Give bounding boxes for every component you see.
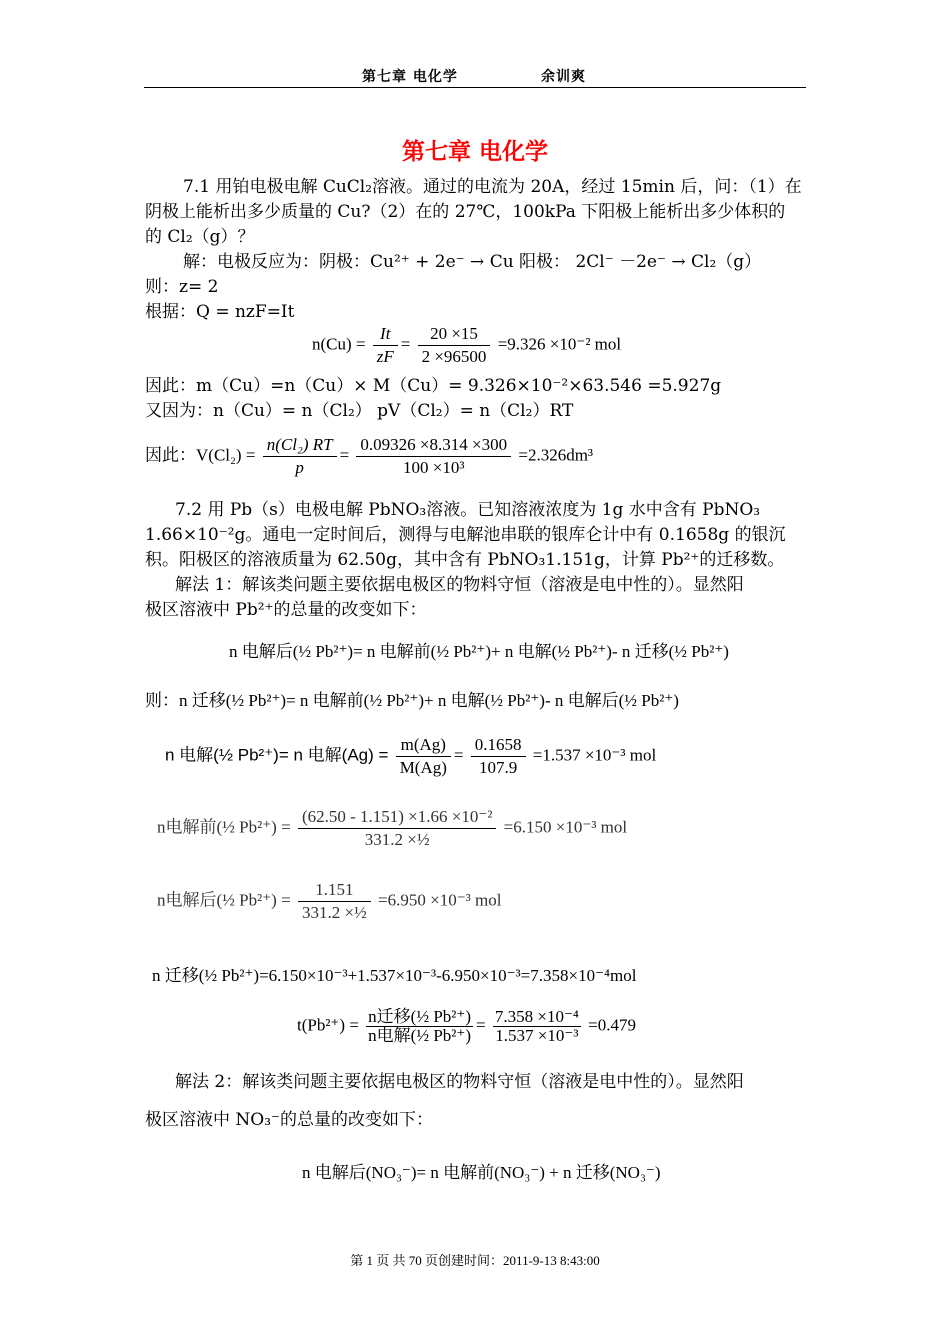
fraction [373, 323, 398, 368]
numerator: n(Cl₂) RT [263, 434, 337, 457]
denominator: zF [376, 347, 394, 366]
fraction [263, 434, 337, 479]
chapter-title: 第七章 电化学 [401, 139, 548, 165]
eq-elec-lhs: n 电解(½ Pb²⁺)= n 电解(Ag) = [165, 745, 389, 765]
eq-result: =6.950 ×10⁻³ mol [378, 890, 502, 910]
problem-7-2-line3: 积。阳极区的溶液质量为 62.50g，其中含有 PbNO₃1.151g，计算 Pb²⁺的迁移数。 [145, 550, 785, 570]
denominator: 331.2 ×½ [301, 903, 367, 922]
eq-result: =1.537 ×10⁻³ mol [532, 745, 657, 765]
running-header [0, 66, 950, 86]
numerator: 20 ×15 [418, 323, 491, 346]
equation-pb-balance: n 电解后(½ Pb²⁺)= n 电解前(½ Pb²⁺)+ n 电解(½ Pb²⁺)- n 迁移(½ Pb²⁺) [229, 642, 729, 661]
denominator: n电解(½ Pb²⁺) [368, 1026, 472, 1045]
denominator: 2 ×96500 [421, 347, 487, 366]
page-footer: 第 1 页 共 70 页创建时间：2011-9-13 8:43:00 [350, 1253, 600, 1268]
method1-intro-line2: 极区溶液中 Pb²⁺的总量的改变如下： [145, 600, 427, 620]
numerator: m(Ag) [396, 734, 451, 757]
solution-electrode-reactions: 解：电极反应为：阴极：Cu²⁺ + 2e⁻ → Cu 阳极： 2Cl⁻ －2e⁻ → Cl₂（g） [183, 252, 762, 272]
ideal-gas-relation: 又因为：n（Cu）= n（Cl₂） pV（Cl₂）= n（Cl₂）RT [145, 401, 574, 421]
denominator: 107.9 [479, 758, 518, 777]
fraction [418, 323, 491, 368]
equation-n-after [157, 879, 501, 924]
eq-result: =0.479 [588, 1015, 636, 1035]
equation-pb-transfer: 则：n 迁移(½ Pb²⁺)= n 电解前(½ Pb²⁺)+ n 电解(½ Pb²⁺)- n 电解后(½ Pb²⁺) [145, 691, 679, 710]
method2-intro-line1: 解法 2：解该类问题主要依据电极区的物料守恒（溶液是电中性的）。显然阳 [175, 1072, 744, 1092]
z-value: 则：z= 2 [145, 277, 219, 297]
eq-result: =6.150 ×10⁻³ mol [503, 817, 628, 837]
equation-no3-balance: n 电解后(NO₃⁻)= n 电解前(NO₃⁻) + n 迁移(NO₃⁻) [302, 1163, 661, 1182]
eq-before-lhs: n电解前(½ Pb²⁺) = [157, 817, 291, 837]
fraction [471, 734, 526, 779]
method2-intro-line2: 极区溶液中 NO₃⁻的总量的改变如下： [145, 1110, 434, 1130]
equation-transference-number: t(Pb²⁺) = n迁移(½ Pb²⁺) n电解(½ Pb²⁺) = $\frac{\text{7.358 ×10⁻⁴}}{\text{1.537 ×10⁻³}}$ =0.479 [297, 1007, 636, 1045]
denominator: p [295, 458, 304, 477]
numerator: (62.50 - 1.151) ×1.66 ×10⁻² [298, 806, 496, 829]
header-rule [144, 87, 806, 88]
problem-7-1-line1: 7.1 用铂电极电解 CuCl₂溶液。通过的电流为 20A，经过 15min 后，问：（1）在 [183, 177, 802, 197]
fraction [298, 806, 496, 851]
denominator: 1.537 ×10⁻³ [495, 1026, 579, 1045]
fraction [356, 434, 511, 479]
header-author: 余训爽 [541, 69, 586, 85]
fraction [396, 734, 451, 779]
mass-calculation: 因此：m（Cu）=n（Cu）× M（Cu）= 9.326×10⁻²×63.546 =5.927g [145, 376, 722, 396]
fraction [493, 1008, 581, 1045]
problem-7-1-line3: 的 Cl₂（g）？ [145, 227, 255, 247]
eq-n-cu-lhs: n(Cu) = [312, 334, 366, 354]
equation-n-migration: n 迁移(½ Pb²⁺)=6.150×10⁻³+1.537×10⁻³-6.950×10⁻³=7.358×10⁻⁴mol [152, 966, 637, 985]
numerator: 7.358 ×10⁻⁴ [494, 1007, 579, 1026]
numerator: 1.151 [298, 879, 371, 902]
problem-7-2-line1: 7.2 用 Pb（s）电极电解 PbNO₃溶液。已知溶液浓度为 1g 水中含有 PbNO₃ [175, 500, 761, 520]
numerator: n迁移(½ Pb²⁺) [368, 1007, 472, 1026]
method1-intro-line1: 解法 1：解该类问题主要依据电极区的物料守恒（溶液是电中性的）。显然阳 [175, 575, 744, 595]
equation-n-electrolysis: n 电解(½ Pb²⁺)= n 电解(Ag) = $\frac{m(Ag)}{M(Ag)}$ = $\frac{0.1658}{107.9}$ =1.537 ×10⁻³ mol [165, 735, 657, 777]
equation-v-cl2: 因此：V(Cl₂) = $\frac{\text{n(Cl₂) RT}}{p}$ = $\frac{0.09326 \times 8.314 \times 300}{\text{100 ×10³}}$ =2.326dm³ [145, 435, 594, 477]
equation-n-cu: n(Cu) = $\frac{It}{zF}$ = $\frac{20 \times 15}{2 \times 96500}$ =9.326 ×10⁻² mol [312, 324, 622, 366]
numerator: 0.1658 [471, 734, 526, 757]
denominator: M(Ag) [399, 758, 447, 777]
eq-v-lhs: 因此：V(Cl₂) = [145, 445, 256, 465]
eq-after-lhs: n电解后(½ Pb²⁺) = [157, 890, 291, 910]
basis-formula: 根据：Q = nzF=It [145, 302, 295, 322]
denominator: 100 ×10³ [403, 458, 465, 477]
eq-result: =2.326dm³ [518, 445, 594, 465]
numerator: 0.09326 ×8.314 ×300 [356, 434, 511, 457]
problem-7-1-line2: 阴极上能析出多少质量的 Cu?（2）在的 27℃，100kPa 下阳极上能析出多少体积的 [145, 202, 786, 222]
problem-7-2-line2: 1.66×10⁻²g。通电一定时间后，测得与电解池串联的银库仑计中有 0.1658g 的银沉 [145, 525, 786, 545]
eq-result: =9.326 ×10⁻² mol [497, 334, 622, 354]
fraction [366, 1008, 473, 1045]
eq-t-lhs: t(Pb²⁺) = [297, 1015, 359, 1035]
numerator: It [373, 323, 398, 346]
denominator: 331.2 ×½ [364, 830, 430, 849]
header-chapter: 第七章 电化学 [362, 69, 458, 85]
fraction [298, 879, 371, 924]
equation-n-before [157, 806, 627, 851]
